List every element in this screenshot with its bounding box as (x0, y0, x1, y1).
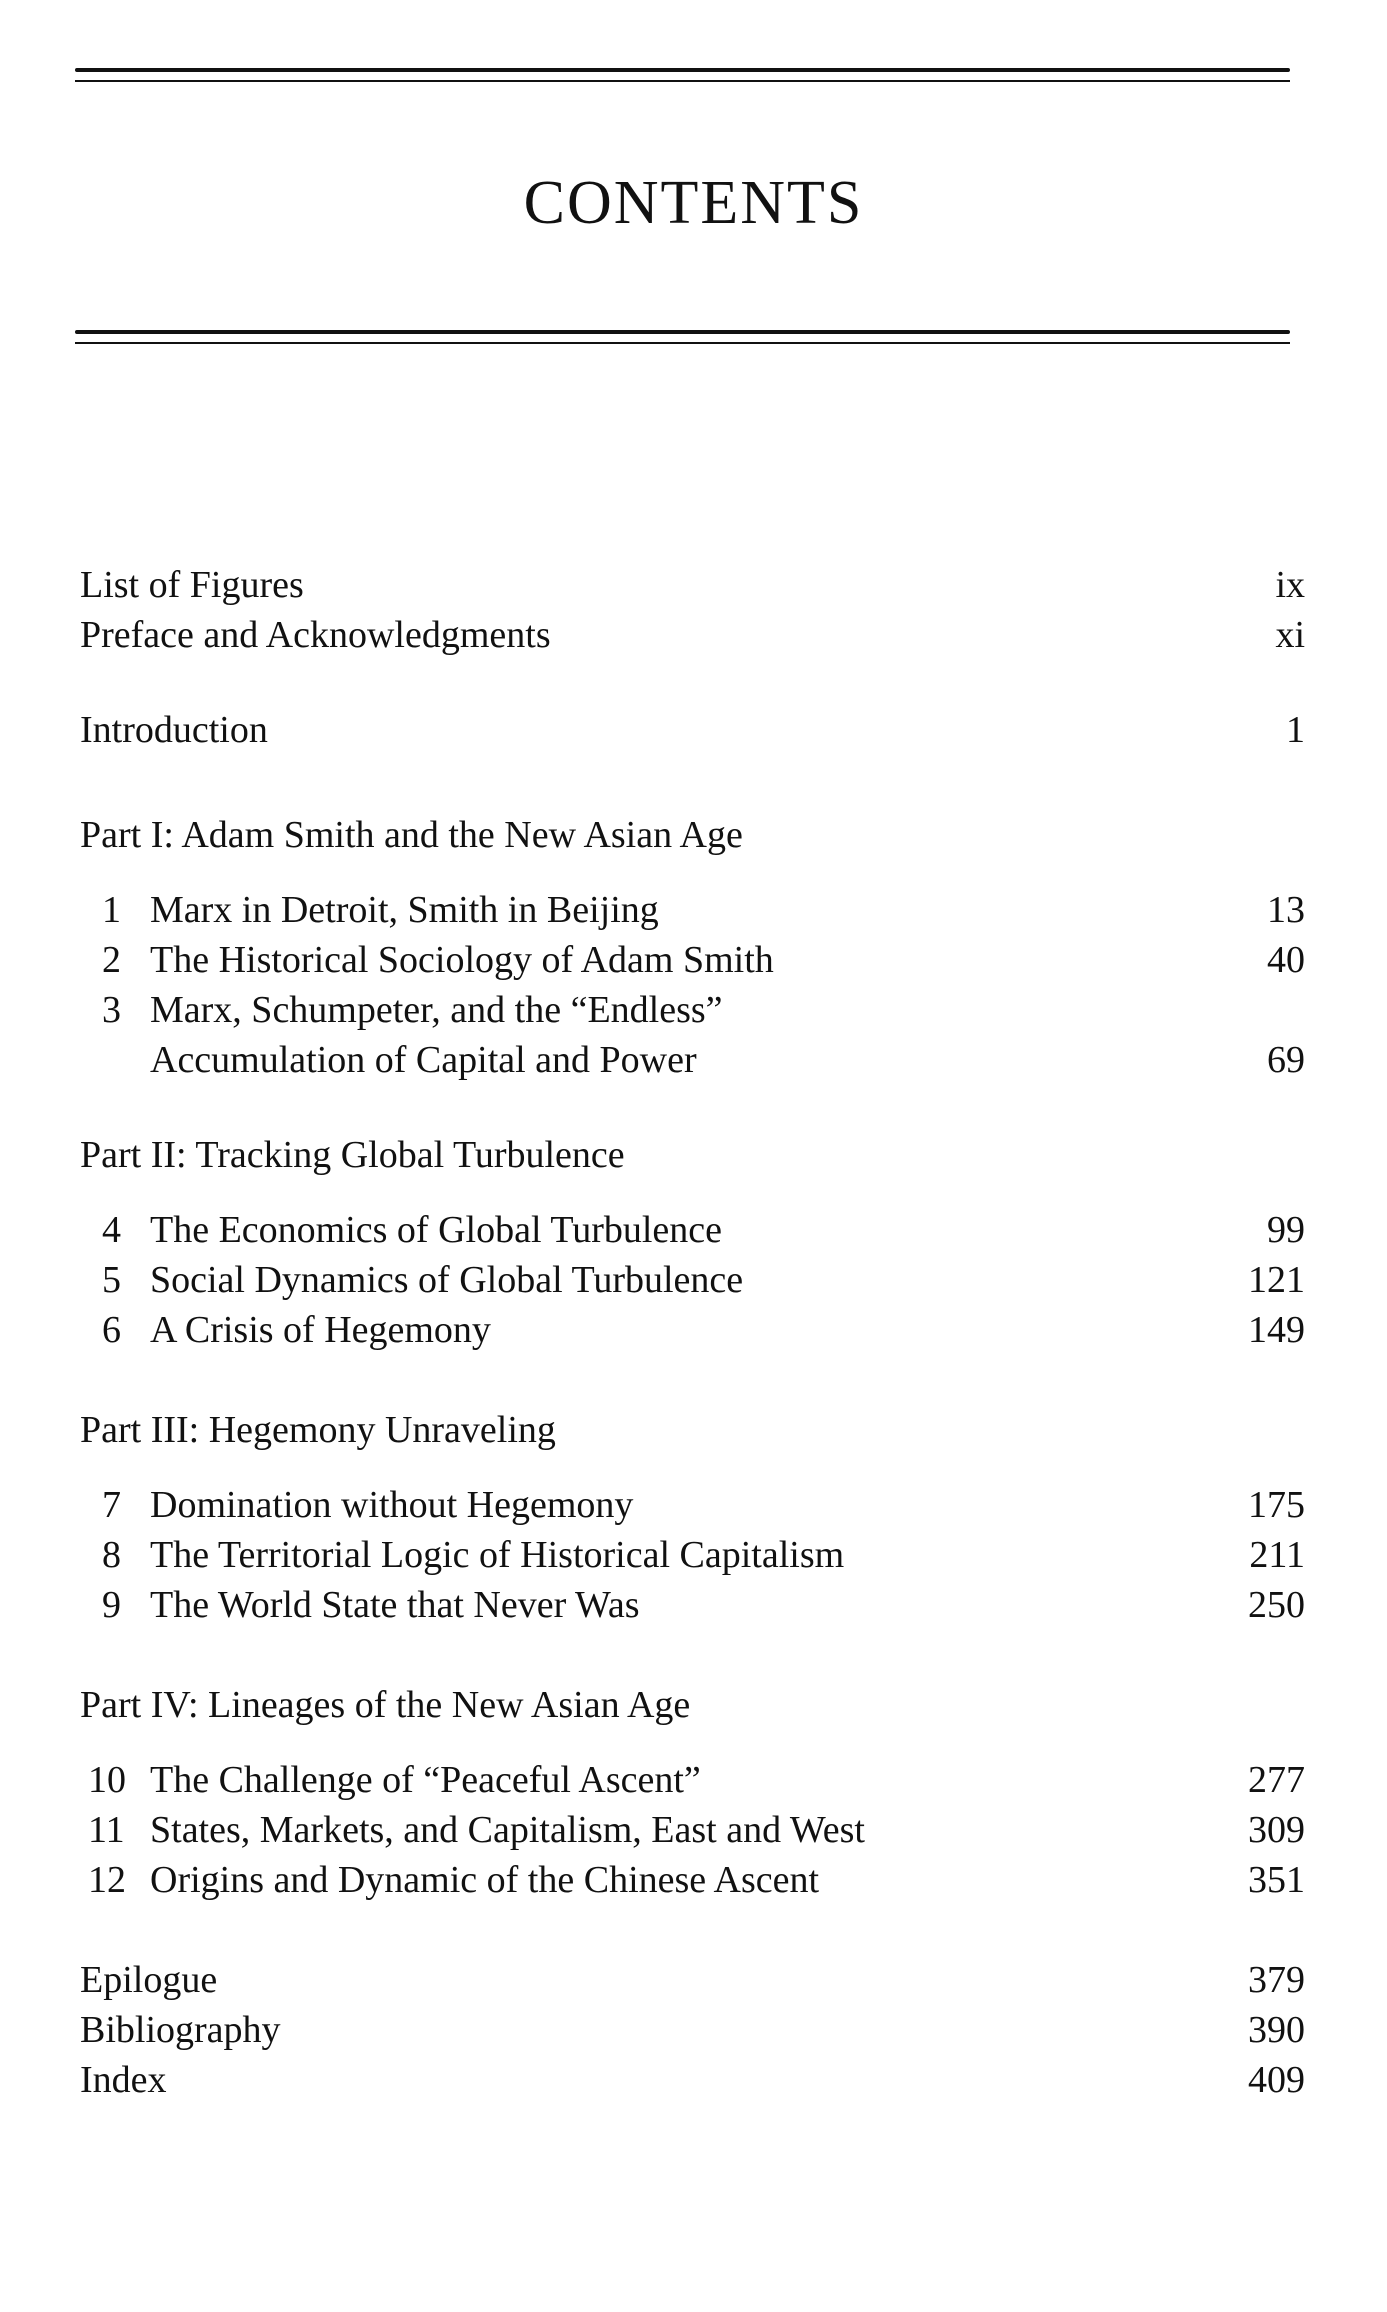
chapter-page: 351 (1248, 1859, 1305, 1901)
toc-entry-page: ix (1275, 564, 1305, 606)
toc-chapter-entry[interactable] (80, 1805, 1305, 1855)
toc-entry-page: 409 (1248, 2059, 1305, 2101)
chapter-title-line2: Accumulation of Capital and Power (150, 1039, 697, 1081)
chapter-page: 13 (1267, 889, 1305, 931)
toc-chapter-entry[interactable] (80, 1755, 1305, 1805)
toc-entry-page: 379 (1248, 1959, 1305, 2001)
chapter-number: 10 (88, 1759, 126, 1801)
toc-part-heading[interactable] (80, 1130, 1305, 1180)
chapter-number: 5 (102, 1259, 121, 1301)
toc-entry-page: 1 (1286, 709, 1305, 751)
toc-entry-preface[interactable] (80, 610, 1305, 660)
toc-entry-page: 390 (1248, 2009, 1305, 2051)
chapter-page: 149 (1248, 1309, 1305, 1351)
chapter-title: Social Dynamics of Global Turbulence (150, 1259, 744, 1301)
chapter-title: The Challenge of “Peaceful Ascent” (150, 1759, 701, 1801)
chapter-title: Domination without Hegemony (150, 1484, 634, 1526)
chapter-number: 12 (88, 1859, 126, 1901)
chapter-title: Origins and Dynamic of the Chinese Ascent (150, 1859, 820, 1901)
toc-entry-title: Introduction (80, 709, 268, 751)
chapter-number: 6 (102, 1309, 121, 1351)
page-title: CONTENTS (523, 169, 864, 237)
toc-entry-epilogue[interactable] (80, 1955, 1305, 2005)
toc-chapter-entry[interactable] (80, 1855, 1305, 1905)
toc-chapter-entry[interactable] (80, 1255, 1305, 1305)
toc-part-heading[interactable] (80, 1405, 1305, 1455)
toc-chapter-entry[interactable] (80, 1205, 1305, 1255)
chapter-page: 309 (1248, 1809, 1305, 1851)
toc-entry-page: xi (1275, 614, 1305, 656)
toc-chapter-entry[interactable] (80, 1530, 1305, 1580)
chapter-page: 250 (1248, 1584, 1305, 1626)
toc-entry-title: List of Figures (80, 564, 304, 606)
chapter-page: 69 (1267, 1039, 1305, 1081)
toc-chapter-entry[interactable] (80, 985, 1305, 1035)
chapter-number: 8 (102, 1534, 121, 1576)
chapter-title: The Economics of Global Turbulence (150, 1209, 723, 1251)
chapter-number: 1 (102, 889, 121, 931)
chapter-number: 4 (102, 1209, 121, 1251)
toc-chapter-entry[interactable] (80, 885, 1305, 935)
chapter-title: Marx, Schumpeter, and the “Endless” (150, 989, 723, 1031)
toc-entry-title: Preface and Acknowledgments (80, 614, 551, 656)
chapter-number: 2 (102, 939, 121, 981)
toc-chapter-entry[interactable] (80, 1580, 1305, 1630)
toc-entry-title: Epilogue (80, 1959, 218, 2001)
part-title: Part III: Hegemony Unraveling (80, 1409, 556, 1451)
toc-part-heading[interactable] (80, 810, 1305, 860)
chapter-page: 99 (1267, 1209, 1305, 1251)
toc-chapter-entry[interactable] (80, 935, 1305, 985)
chapter-title: Marx in Detroit, Smith in Beijing (150, 889, 659, 931)
chapter-page: 211 (1249, 1534, 1305, 1576)
chapter-page: 121 (1248, 1259, 1305, 1301)
chapter-title: States, Markets, and Capitalism, East and West (150, 1809, 865, 1851)
toc-chapter-entry-continued[interactable] (80, 1035, 1305, 1085)
toc-entry-list-of-figures[interactable] (80, 560, 1305, 610)
toc-entry-index[interactable] (80, 2055, 1305, 2105)
chapter-number: 9 (102, 1584, 121, 1626)
chapter-page: 175 (1248, 1484, 1305, 1526)
toc-chapter-entry[interactable] (80, 1305, 1305, 1355)
toc-chapter-entry[interactable] (80, 1480, 1305, 1530)
part-title: Part I: Adam Smith and the New Asian Age (80, 814, 743, 856)
part-title: Part IV: Lineages of the New Asian Age (80, 1684, 691, 1726)
chapter-title: The World State that Never Was (150, 1584, 640, 1626)
toc-entry-title: Bibliography (80, 2009, 281, 2051)
chapter-page: 40 (1267, 939, 1305, 981)
chapter-number: 11 (88, 1809, 125, 1851)
chapter-title: A Crisis of Hegemony (150, 1309, 491, 1351)
chapter-number: 3 (102, 989, 121, 1031)
toc-entry-introduction[interactable] (80, 705, 1305, 755)
toc-entry-bibliography[interactable] (80, 2005, 1305, 2055)
toc-part-heading[interactable] (80, 1680, 1305, 1730)
chapter-title: The Territorial Logic of Historical Capitalism (150, 1534, 845, 1576)
chapter-number: 7 (102, 1484, 121, 1526)
part-title: Part II: Tracking Global Turbulence (80, 1134, 625, 1176)
chapter-title: The Historical Sociology of Adam Smith (150, 939, 774, 981)
toc-entry-title: Index (80, 2059, 167, 2101)
chapter-page: 277 (1248, 1759, 1305, 1801)
